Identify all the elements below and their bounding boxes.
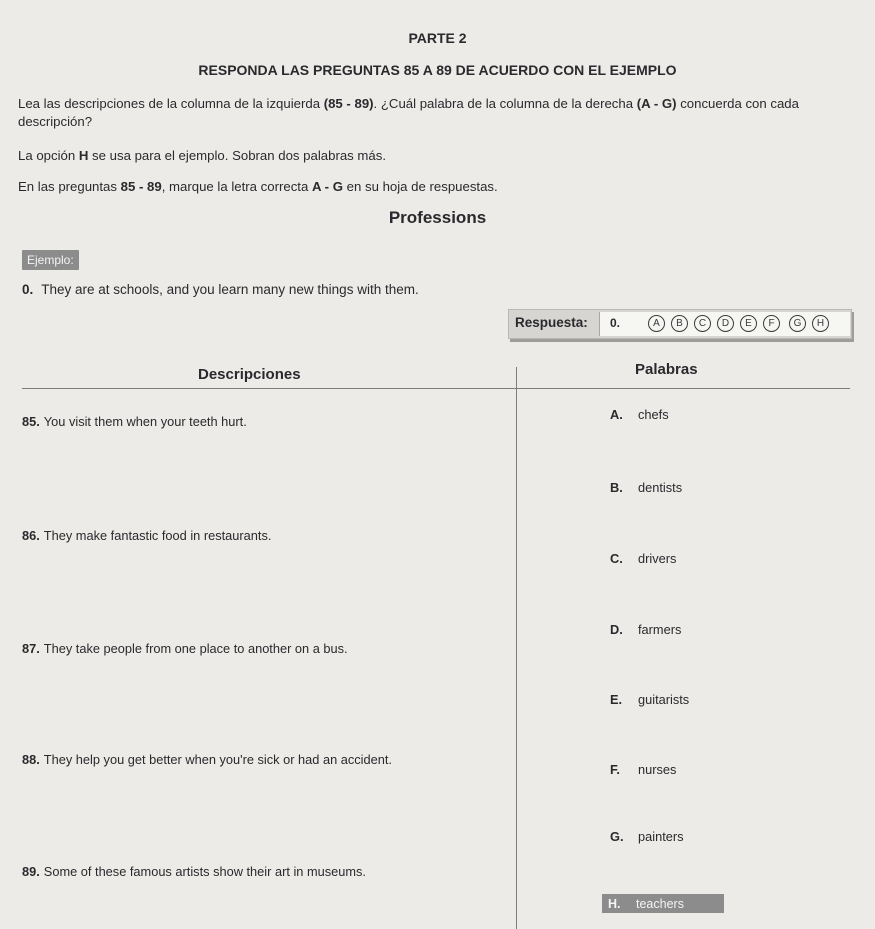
instruction-text: , marque la letra correcta xyxy=(161,179,312,194)
word-letter: C. xyxy=(610,551,623,566)
answer-label: Respuesta: xyxy=(515,315,588,330)
example-question xyxy=(22,282,419,297)
question-text: You visit them when your teeth hurt. xyxy=(43,414,247,429)
main-heading: RESPONDA LAS PREGUNTAS 85 A 89 DE ACUERDO CON EL EJEMPLO xyxy=(198,62,677,78)
instruction-text: concuerda con cada xyxy=(676,96,799,111)
instruction-line-2: descripción? xyxy=(18,114,93,129)
answer-bubble-b[interactable]: B xyxy=(671,315,688,332)
question-85 xyxy=(22,414,247,429)
answer-bubble-g[interactable]: G xyxy=(789,315,806,332)
question-text: They help you get better when you're sick or had an accident. xyxy=(43,752,392,767)
descriptions-header: Descripciones xyxy=(198,366,301,383)
word-letter: D. xyxy=(610,622,623,637)
word-c xyxy=(610,551,676,566)
table-header-divider xyxy=(22,388,850,389)
question-number: 88. xyxy=(22,752,40,767)
column-divider xyxy=(516,367,517,929)
instruction-line-3 xyxy=(18,147,863,165)
word-letter: E. xyxy=(610,692,623,707)
word-text: farmers xyxy=(638,622,682,637)
word-text: dentists xyxy=(638,480,683,495)
question-text: They make fantastic food in restaurants. xyxy=(43,528,272,543)
part-title: PARTE 2 xyxy=(408,30,467,46)
words-header: Palabras xyxy=(635,361,698,378)
answer-bubble-f[interactable]: F xyxy=(763,315,780,332)
answer-bubble-a[interactable]: A xyxy=(648,315,665,332)
instruction-line-4 xyxy=(18,178,863,196)
word-text: nurses xyxy=(638,762,677,777)
question-number: 89. xyxy=(22,864,40,879)
word-b xyxy=(610,480,682,495)
answer-bubble-c[interactable]: C xyxy=(694,315,711,332)
answer-bubble-d[interactable]: D xyxy=(717,315,734,332)
word-letter: F. xyxy=(610,762,620,777)
word-f xyxy=(610,762,676,777)
question-87 xyxy=(22,641,348,656)
word-text: teachers xyxy=(636,897,684,911)
instruction-option-h: H xyxy=(78,148,89,163)
example-answer-box xyxy=(508,309,852,339)
word-text: drivers xyxy=(638,551,677,566)
answer-number: 0. xyxy=(610,316,621,330)
word-letter: B. xyxy=(610,480,623,495)
instruction-range: 85 - 89 xyxy=(120,179,162,194)
word-a xyxy=(610,407,669,422)
word-text: painters xyxy=(638,829,684,844)
word-letter: A. xyxy=(610,407,623,422)
question-text: They take people from one place to another on a bus. xyxy=(43,641,348,656)
word-text: chefs xyxy=(638,407,669,422)
instruction-line-1 xyxy=(18,95,863,113)
word-letter: G. xyxy=(610,829,624,844)
instruction-letters: (A - G) xyxy=(636,96,677,111)
instruction-text: En las preguntas xyxy=(18,179,121,194)
example-text: They are at schools, and you learn many new things with them. xyxy=(41,282,419,297)
word-text: guitarists xyxy=(638,692,690,707)
word-h-highlight xyxy=(602,894,724,913)
question-number: 87. xyxy=(22,641,40,656)
instruction-letters: A - G xyxy=(311,179,343,194)
answer-bubble-e[interactable]: E xyxy=(740,315,757,332)
section-title: Professions xyxy=(388,208,487,227)
question-86 xyxy=(22,528,271,543)
word-d xyxy=(610,622,681,637)
instruction-range: (85 - 89) xyxy=(323,96,374,111)
answer-sheet xyxy=(599,312,850,336)
instruction-text: en su hoja de respuestas. xyxy=(342,179,498,194)
question-89 xyxy=(22,864,366,879)
instruction-text: . ¿Cuál palabra de la columna de la derecha xyxy=(373,96,637,111)
word-e xyxy=(610,692,689,707)
instruction-text: se usa para el ejemplo. Sobran dos palabras más. xyxy=(88,148,387,163)
instruction-text: La opción xyxy=(18,148,79,163)
word-g xyxy=(610,829,684,844)
answer-bubble-h[interactable]: H xyxy=(812,315,829,332)
question-text: Some of these famous artists show their art in museums. xyxy=(43,864,366,879)
example-number: 0. xyxy=(22,282,34,297)
question-number: 86. xyxy=(22,528,40,543)
example-badge: Ejemplo: xyxy=(22,250,79,270)
instruction-text: Lea las descripciones de la columna de la izquierda xyxy=(18,96,324,111)
question-number: 85. xyxy=(22,414,40,429)
word-letter: H. xyxy=(608,897,621,911)
question-88 xyxy=(22,752,392,767)
